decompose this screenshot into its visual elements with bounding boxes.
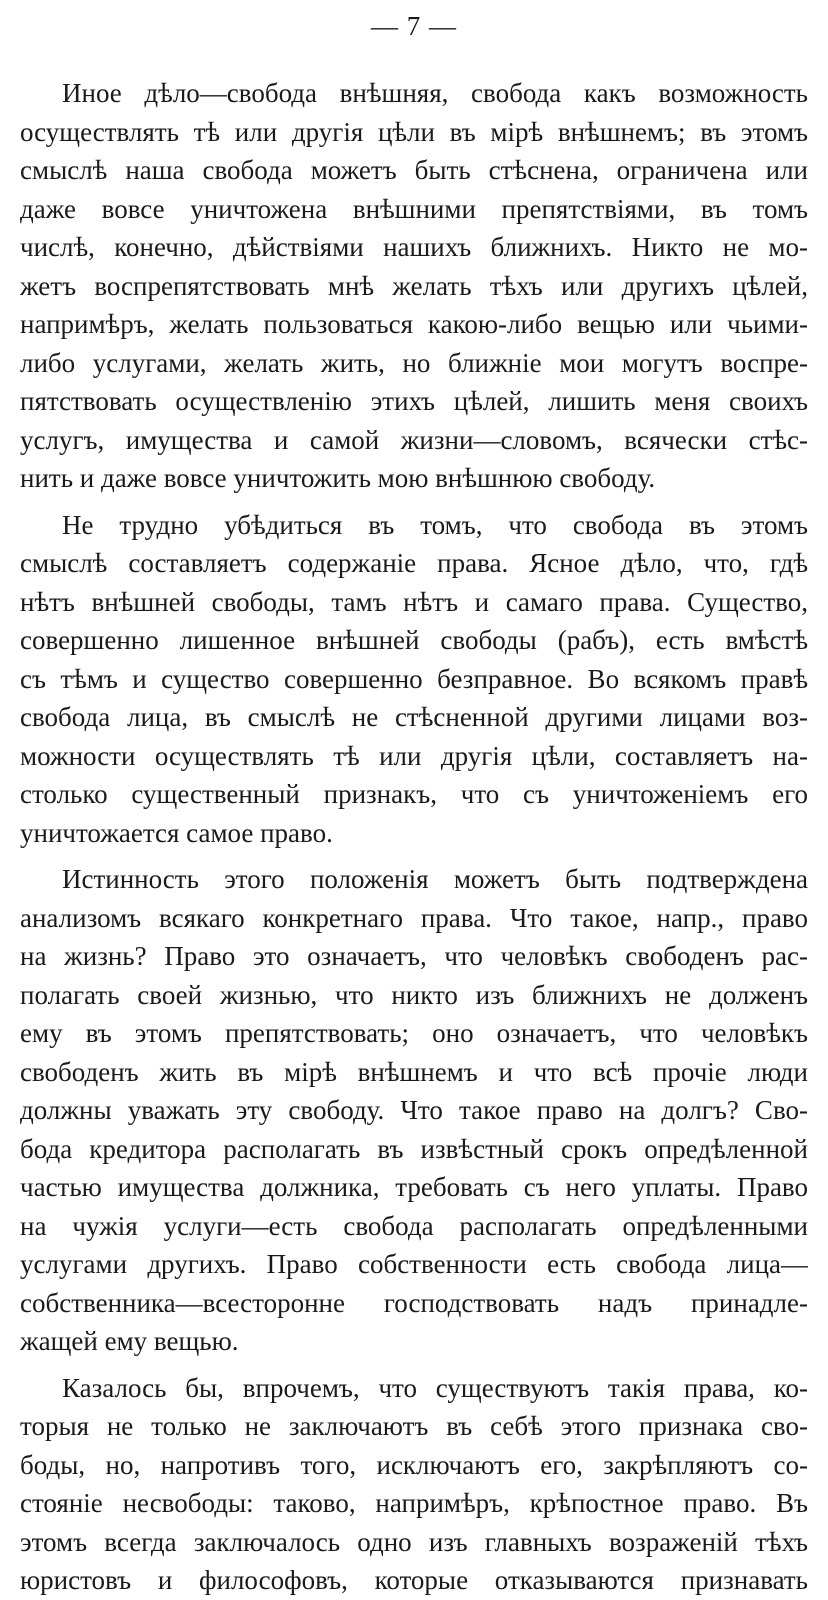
text-line: жащей ему вещью. [20,1326,239,1356]
text-line: частью имущества должника, требовать съ него уплаты. Право [20,1172,808,1202]
paragraph-outer-freedom [20,74,808,498]
text-line: полагать своей жизнью, что никто изъ ближнихъ не долженъ [20,979,808,1010]
body-text [20,74,808,1600]
paragraph-content-of-right [20,506,808,853]
text-line: стояніе несвободы: таково, напримѣръ, крѣпостное право. Въ [20,1488,808,1518]
text-line: боды, но, напротивъ того, исключаютъ его, закрѣпляютъ со- [20,1449,808,1480]
text-line: анализомъ всякаго конкретнаго права. Что такое, напр., право [20,902,808,933]
text-line: Казалось бы, впрочемъ, что существуютъ такія права, ко- [62,1372,808,1403]
text-line: этомъ всегда заключалось одно изъ главныхъ возраженій тѣхъ [20,1526,808,1557]
text-line: услугами другихъ. Право собственности есть свобода лица— [20,1249,808,1279]
paragraph-concrete-rights [20,860,808,1361]
text-line: Не трудно убѣдиться въ томъ, что свобода въ этомъ [62,509,808,540]
text-line: съ тѣмъ и существо совершенно безправное. Во всякомъ правѣ [20,663,808,694]
text-line: торыя не только не заключаютъ въ себѣ этого признака сво- [20,1411,808,1441]
text-line: жетъ воспрепятствовать мнѣ желать тѣхъ или другихъ цѣлей, [20,270,808,301]
text-line: числѣ, конечно, дѣйствіями нашихъ ближнихъ. Никто не мо- [20,232,808,262]
text-line: свобода лица, въ смыслѣ не стѣсненной другими лицами воз- [20,702,808,732]
paragraph-objection [20,1369,808,1600]
text-line: услугъ, имущества и самой жизни—словомъ, всячески стѣс- [20,424,808,455]
text-line: на жизнь? Право это означаетъ, что человѣкъ свободенъ рас- [20,941,808,971]
text-line: можности осуществлять тѣ или другія цѣли, составляетъ на- [20,740,808,771]
text-line: юристовъ и философовъ, которые отказываются признавать [20,1565,808,1595]
text-line: нить и даже вовсе уничтожить мою внѣшнюю свободу. [20,463,656,493]
text-line: либо услугами, желать жить, но ближніе мои могутъ воспре- [20,347,808,378]
text-line: смыслѣ наша свобода можетъ быть стѣснена, ограничена или [20,155,808,185]
page-number: — 7 — [371,11,457,41]
text-line: нѣтъ внѣшней свободы, тамъ нѣтъ и самаго права. Существо, [20,586,808,617]
text-line: напримѣръ, желать пользоваться какою-либо вещью или чьими- [20,309,808,339]
text-line: осуществлять тѣ или другія цѣли въ мірѣ внѣшнемъ; въ этомъ [20,116,808,147]
text-line: бода кредитора располагать въ извѣстный срокъ опредѣленной [20,1133,808,1164]
text-line: Иное дѣло—свобода внѣшняя, свобода какъ возможность [62,78,808,108]
text-line: столько существенный признакъ, что съ уничтоженіемъ его [20,779,808,809]
text-line: свободенъ жить въ мірѣ внѣшнемъ и что всѣ прочіе люди [20,1056,808,1087]
text-line: даже вовсе уничтожена внѣшними препятствіями, въ томъ [20,193,808,224]
text-line: должны уважать эту свободу. Что такое право на долгъ? Сво- [20,1095,808,1125]
text-line: собственника—всесторонне господствовать надъ принадле- [20,1287,808,1318]
text-line: Истинность этого положенія можетъ быть подтверждена [62,864,808,894]
text-line: пятствовать осуществленію этихъ цѣлей, лишить меня своихъ [20,386,808,416]
text-line: на чужія услуги—есть свобода располагать опредѣленными [20,1210,808,1241]
text-line: смыслѣ составляетъ содержаніе права. Ясное дѣло, что, гдѣ [20,548,808,578]
text-line: уничтожается самое право. [20,817,333,848]
text-line: ему въ этомъ препятствовать; оно означаетъ, что человѣкъ [20,1018,808,1048]
text-line: совершенно лишенное внѣшней свободы (рабъ), есть вмѣстѣ [20,625,808,655]
